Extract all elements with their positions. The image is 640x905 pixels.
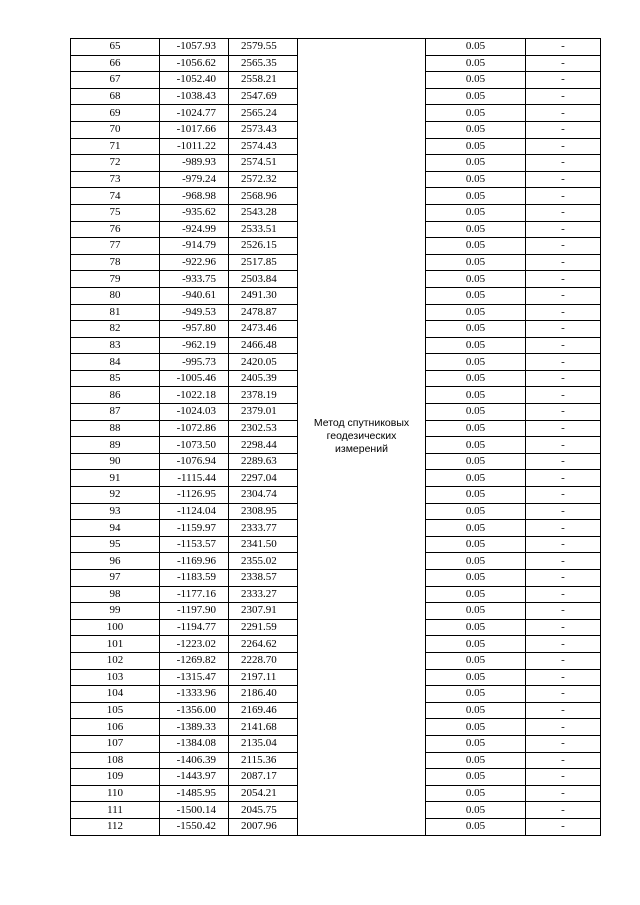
accuracy-cell: 0.05 [426,536,526,553]
x-coordinate-cell: -1183.59 [160,570,229,587]
point-number-cell: 102 [71,652,160,669]
y-coordinate-cell: 2491.30 [229,287,298,304]
accuracy-cell: 0.05 [426,404,526,421]
accuracy-cell: 0.05 [426,503,526,520]
accuracy-cell: 0.05 [426,619,526,636]
x-coordinate-cell: -922.96 [160,254,229,271]
note-cell: - [526,686,601,703]
y-coordinate-cell: 2341.50 [229,536,298,553]
point-number-cell: 69 [71,105,160,122]
accuracy-cell: 0.05 [426,652,526,669]
y-coordinate-cell: 2297.04 [229,470,298,487]
x-coordinate-cell: -1057.93 [160,39,229,56]
y-coordinate-cell: 2573.43 [229,121,298,138]
y-coordinate-cell: 2378.19 [229,387,298,404]
y-coordinate-cell: 2420.05 [229,354,298,371]
accuracy-cell: 0.05 [426,437,526,454]
x-coordinate-cell: -924.99 [160,221,229,238]
point-number-cell: 101 [71,636,160,653]
y-coordinate-cell: 2169.46 [229,702,298,719]
y-coordinate-cell: 2478.87 [229,304,298,321]
table-body [71,39,601,836]
x-coordinate-cell: -1011.22 [160,138,229,155]
note-cell: - [526,155,601,172]
y-coordinate-cell: 2579.55 [229,39,298,56]
x-coordinate-cell: -957.80 [160,321,229,338]
point-number-cell: 85 [71,370,160,387]
x-coordinate-cell: -989.93 [160,155,229,172]
coordinates-table [70,38,601,836]
y-coordinate-cell: 2087.17 [229,769,298,786]
accuracy-cell: 0.05 [426,719,526,736]
y-coordinate-cell: 2228.70 [229,652,298,669]
point-number-cell: 70 [71,121,160,138]
note-cell: - [526,321,601,338]
accuracy-cell: 0.05 [426,686,526,703]
note-cell: - [526,752,601,769]
note-cell: - [526,72,601,89]
note-cell: - [526,370,601,387]
note-cell: - [526,669,601,686]
y-coordinate-cell: 2298.44 [229,437,298,454]
point-number-cell: 109 [71,769,160,786]
accuracy-cell: 0.05 [426,636,526,653]
x-coordinate-cell: -1126.95 [160,487,229,504]
y-coordinate-cell: 2333.27 [229,586,298,603]
x-coordinate-cell: -1073.50 [160,437,229,454]
accuracy-cell: 0.05 [426,370,526,387]
x-coordinate-cell: -1038.43 [160,88,229,105]
point-number-cell: 74 [71,188,160,205]
point-number-cell: 90 [71,453,160,470]
x-coordinate-cell: -949.53 [160,304,229,321]
point-number-cell: 96 [71,553,160,570]
accuracy-cell: 0.05 [426,72,526,89]
accuracy-cell: 0.05 [426,769,526,786]
point-number-cell: 95 [71,536,160,553]
accuracy-cell: 0.05 [426,453,526,470]
point-number-cell: 82 [71,321,160,338]
x-coordinate-cell: -933.75 [160,271,229,288]
y-coordinate-cell: 2517.85 [229,254,298,271]
accuracy-cell: 0.05 [426,735,526,752]
note-cell: - [526,785,601,802]
x-coordinate-cell: -1269.82 [160,652,229,669]
note-cell: - [526,735,601,752]
x-coordinate-cell: -979.24 [160,171,229,188]
y-coordinate-cell: 2466.48 [229,337,298,354]
point-number-cell: 110 [71,785,160,802]
note-cell: - [526,39,601,56]
note-cell: - [526,652,601,669]
note-cell: - [526,171,601,188]
coordinates-table-container [70,38,601,836]
accuracy-cell: 0.05 [426,221,526,238]
x-coordinate-cell: -1315.47 [160,669,229,686]
x-coordinate-cell: -1022.18 [160,387,229,404]
accuracy-cell: 0.05 [426,138,526,155]
x-coordinate-cell: -1356.00 [160,702,229,719]
note-cell: - [526,105,601,122]
accuracy-cell: 0.05 [426,785,526,802]
point-number-cell: 84 [71,354,160,371]
y-coordinate-cell: 2533.51 [229,221,298,238]
x-coordinate-cell: -1406.39 [160,752,229,769]
accuracy-cell: 0.05 [426,553,526,570]
x-coordinate-cell: -1056.62 [160,55,229,72]
x-coordinate-cell: -1389.33 [160,719,229,736]
accuracy-cell: 0.05 [426,387,526,404]
accuracy-cell: 0.05 [426,254,526,271]
note-cell: - [526,603,601,620]
y-coordinate-cell: 2197.11 [229,669,298,686]
y-coordinate-cell: 2045.75 [229,802,298,819]
point-number-cell: 94 [71,520,160,537]
accuracy-cell: 0.05 [426,39,526,56]
note-cell: - [526,88,601,105]
x-coordinate-cell: -1443.97 [160,769,229,786]
x-coordinate-cell: -1072.86 [160,420,229,437]
y-coordinate-cell: 2289.63 [229,453,298,470]
point-number-cell: 65 [71,39,160,56]
y-coordinate-cell: 2568.96 [229,188,298,205]
accuracy-cell: 0.05 [426,171,526,188]
y-coordinate-cell: 2526.15 [229,238,298,255]
note-cell: - [526,271,601,288]
point-number-cell: 81 [71,304,160,321]
y-coordinate-cell: 2302.53 [229,420,298,437]
point-number-cell: 97 [71,570,160,587]
point-number-cell: 71 [71,138,160,155]
x-coordinate-cell: -1223.02 [160,636,229,653]
point-number-cell: 103 [71,669,160,686]
y-coordinate-cell: 2135.04 [229,735,298,752]
x-coordinate-cell: -1197.90 [160,603,229,620]
x-coordinate-cell: -962.19 [160,337,229,354]
note-cell: - [526,420,601,437]
accuracy-cell: 0.05 [426,752,526,769]
accuracy-cell: 0.05 [426,287,526,304]
point-number-cell: 76 [71,221,160,238]
y-coordinate-cell: 2186.40 [229,686,298,703]
point-number-cell: 105 [71,702,160,719]
point-number-cell: 86 [71,387,160,404]
note-cell: - [526,719,601,736]
point-number-cell: 73 [71,171,160,188]
y-coordinate-cell: 2007.96 [229,818,298,835]
point-number-cell: 89 [71,437,160,454]
accuracy-cell: 0.05 [426,470,526,487]
accuracy-cell: 0.05 [426,337,526,354]
point-number-cell: 87 [71,404,160,421]
point-number-cell: 112 [71,818,160,835]
y-coordinate-cell: 2565.24 [229,105,298,122]
accuracy-cell: 0.05 [426,271,526,288]
note-cell: - [526,221,601,238]
accuracy-cell: 0.05 [426,420,526,437]
x-coordinate-cell: -1177.16 [160,586,229,603]
point-number-cell: 67 [71,72,160,89]
y-coordinate-cell: 2574.51 [229,155,298,172]
note-cell: - [526,387,601,404]
y-coordinate-cell: 2565.35 [229,55,298,72]
x-coordinate-cell: -1076.94 [160,453,229,470]
x-coordinate-cell: -1024.03 [160,404,229,421]
x-coordinate-cell: -1024.77 [160,105,229,122]
note-cell: - [526,619,601,636]
y-coordinate-cell: 2355.02 [229,553,298,570]
note-cell: - [526,702,601,719]
point-number-cell: 66 [71,55,160,72]
x-coordinate-cell: -1017.66 [160,121,229,138]
y-coordinate-cell: 2115.36 [229,752,298,769]
y-coordinate-cell: 2558.21 [229,72,298,89]
accuracy-cell: 0.05 [426,55,526,72]
note-cell: - [526,636,601,653]
x-coordinate-cell: -1384.08 [160,735,229,752]
y-coordinate-cell: 2572.32 [229,171,298,188]
note-cell: - [526,238,601,255]
x-coordinate-cell: -1159.97 [160,520,229,537]
x-coordinate-cell: -1124.04 [160,503,229,520]
note-cell: - [526,55,601,72]
accuracy-cell: 0.05 [426,238,526,255]
x-coordinate-cell: -1052.40 [160,72,229,89]
note-cell: - [526,254,601,271]
accuracy-cell: 0.05 [426,570,526,587]
point-number-cell: 107 [71,735,160,752]
x-coordinate-cell: -968.98 [160,188,229,205]
accuracy-cell: 0.05 [426,304,526,321]
note-cell: - [526,188,601,205]
x-coordinate-cell: -995.73 [160,354,229,371]
accuracy-cell: 0.05 [426,586,526,603]
y-coordinate-cell: 2379.01 [229,404,298,421]
note-cell: - [526,536,601,553]
note-cell: - [526,453,601,470]
accuracy-cell: 0.05 [426,802,526,819]
note-cell: - [526,437,601,454]
accuracy-cell: 0.05 [426,603,526,620]
y-coordinate-cell: 2333.77 [229,520,298,537]
note-cell: - [526,487,601,504]
point-number-cell: 92 [71,487,160,504]
note-cell: - [526,802,601,819]
x-coordinate-cell: -914.79 [160,238,229,255]
note-cell: - [526,520,601,537]
point-number-cell: 91 [71,470,160,487]
y-coordinate-cell: 2304.74 [229,487,298,504]
y-coordinate-cell: 2503.84 [229,271,298,288]
x-coordinate-cell: -1115.44 [160,470,229,487]
point-number-cell: 75 [71,204,160,221]
x-coordinate-cell: -1169.96 [160,553,229,570]
point-number-cell: 93 [71,503,160,520]
point-number-cell: 88 [71,420,160,437]
note-cell: - [526,470,601,487]
point-number-cell: 72 [71,155,160,172]
note-cell: - [526,138,601,155]
note-cell: - [526,287,601,304]
y-coordinate-cell: 2291.59 [229,619,298,636]
point-number-cell: 83 [71,337,160,354]
x-coordinate-cell: -1005.46 [160,370,229,387]
y-coordinate-cell: 2054.21 [229,785,298,802]
point-number-cell: 79 [71,271,160,288]
point-number-cell: 80 [71,287,160,304]
note-cell: - [526,337,601,354]
accuracy-cell: 0.05 [426,155,526,172]
point-number-cell: 98 [71,586,160,603]
note-cell: - [526,553,601,570]
point-number-cell: 68 [71,88,160,105]
point-number-cell: 99 [71,603,160,620]
note-cell: - [526,769,601,786]
y-coordinate-cell: 2547.69 [229,88,298,105]
y-coordinate-cell: 2405.39 [229,370,298,387]
note-cell: - [526,404,601,421]
note-cell: - [526,818,601,835]
accuracy-cell: 0.05 [426,121,526,138]
y-coordinate-cell: 2543.28 [229,204,298,221]
accuracy-cell: 0.05 [426,669,526,686]
accuracy-cell: 0.05 [426,487,526,504]
accuracy-cell: 0.05 [426,105,526,122]
accuracy-cell: 0.05 [426,88,526,105]
note-cell: - [526,121,601,138]
y-coordinate-cell: 2574.43 [229,138,298,155]
x-coordinate-cell: -1333.96 [160,686,229,703]
y-coordinate-cell: 2307.91 [229,603,298,620]
y-coordinate-cell: 2473.46 [229,321,298,338]
x-coordinate-cell: -1550.42 [160,818,229,835]
accuracy-cell: 0.05 [426,321,526,338]
table-row [71,39,601,56]
point-number-cell: 100 [71,619,160,636]
note-cell: - [526,354,601,371]
accuracy-cell: 0.05 [426,204,526,221]
note-cell: - [526,570,601,587]
accuracy-cell: 0.05 [426,354,526,371]
x-coordinate-cell: -1485.95 [160,785,229,802]
x-coordinate-cell: -1194.77 [160,619,229,636]
accuracy-cell: 0.05 [426,702,526,719]
note-cell: - [526,204,601,221]
point-number-cell: 108 [71,752,160,769]
x-coordinate-cell: -1500.14 [160,802,229,819]
note-cell: - [526,586,601,603]
x-coordinate-cell: -940.61 [160,287,229,304]
point-number-cell: 78 [71,254,160,271]
method-cell: Метод спутниковых геодезических измерений [298,39,426,836]
y-coordinate-cell: 2264.62 [229,636,298,653]
x-coordinate-cell: -935.62 [160,204,229,221]
accuracy-cell: 0.05 [426,188,526,205]
note-cell: - [526,304,601,321]
y-coordinate-cell: 2141.68 [229,719,298,736]
point-number-cell: 104 [71,686,160,703]
y-coordinate-cell: 2308.95 [229,503,298,520]
point-number-cell: 106 [71,719,160,736]
point-number-cell: 111 [71,802,160,819]
note-cell: - [526,503,601,520]
y-coordinate-cell: 2338.57 [229,570,298,587]
accuracy-cell: 0.05 [426,818,526,835]
point-number-cell: 77 [71,238,160,255]
accuracy-cell: 0.05 [426,520,526,537]
x-coordinate-cell: -1153.57 [160,536,229,553]
